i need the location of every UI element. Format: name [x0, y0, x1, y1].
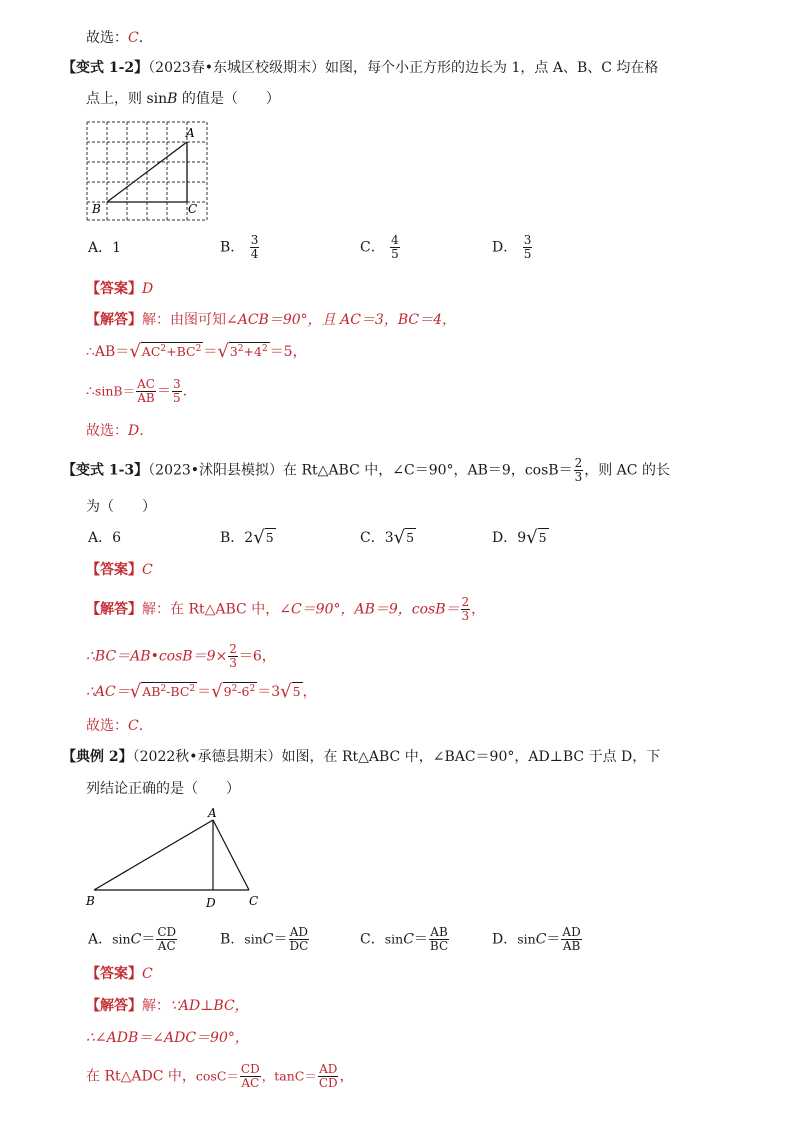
label-B: B: [86, 894, 95, 908]
radical: √ 5: [280, 681, 301, 702]
fraction: $\frac{3}{4}$: [250, 233, 259, 261]
option-a[interactable]: A．sinC＝ $\frac{CD}{AC}$: [88, 925, 177, 953]
option-c[interactable]: C．sinC＝ $\frac{AB}{BC}$: [360, 925, 449, 953]
question-1-3-stem: 【变式 1-3】（2023•沭阳县模拟）在 Rt△ABC 中，∠C＝90°，AB＝9，cosB＝ $\frac{2}{3}$ ，则 AC 的长: [62, 456, 670, 484]
option-c[interactable]: C． $\frac{4}{5}$: [360, 233, 399, 261]
fraction: $\frac{3}{5}$: [523, 233, 532, 261]
solution-1-3-line2: ∴BC＝AB•cosB＝9× $\frac{2}{3}$ ＝6，: [86, 642, 276, 670]
radical: √ $3^2+4^2$: [217, 341, 268, 362]
fraction: $\frac{AB}{BC}$: [429, 925, 449, 953]
label-A: A: [186, 126, 195, 140]
fraction: $\frac{AD}{AB}$: [562, 925, 581, 953]
answer-1-3: 【答案】C: [86, 562, 153, 578]
option-a[interactable]: A．6: [88, 530, 122, 546]
question-1-3-stem-line2: 为（ ）: [86, 499, 156, 515]
triangle-figure: [82, 804, 272, 912]
radical: √ 5: [253, 527, 274, 548]
solution-1-2-line1: 【解答】解：由图可知∠ACB＝90°，且 AC＝3，BC＝4，: [86, 312, 457, 328]
fraction: $\frac{4}{5}$: [391, 233, 399, 261]
solution-1-3-final: 故选：C.: [86, 718, 144, 734]
solution-1-2-line2: ∴AB＝ √ $AC^2+BC^2$ ＝ √ $3^2+4^2$ ＝5，: [86, 341, 307, 362]
solution-1-2-final: 故选：D.: [86, 423, 144, 439]
label-A: A: [208, 806, 217, 820]
option-b[interactable]: B． $\frac{3}{4}$: [220, 233, 259, 261]
solution-1-2-line3: ∴sinB＝ $\frac{AC}{AB}$ ＝ $\frac{3}{5}$ .: [86, 377, 188, 405]
option-b[interactable]: B．sinC＝ $\frac{AD}{DC}$: [220, 925, 309, 953]
solution-1-3-line3: ∴AC＝ √ $AB^2-BC^2$ ＝ √ $9^2-6^2$ ＝3 √ 5 ，: [86, 681, 317, 702]
fraction: $\frac{CD}{AC}$: [157, 925, 177, 953]
solution-1-3-line1: 【解答】解：在 Rt△ABC 中，∠C＝90°，AB＝9，cosB＝ $\frac{2}{3}$ ，: [86, 595, 486, 623]
fraction: $\frac{2}{3}$: [574, 456, 583, 484]
radical: √ $AC^2+BC^2$: [129, 341, 202, 362]
radical: √ 5: [393, 527, 415, 548]
grid-figure: [84, 118, 214, 224]
radical: √ 5: [526, 527, 547, 548]
question-1-2-stem: 【变式 1-2】（2023春•东城区校级期末）如图，每个小正方形的边长为 1，点 A、B、C 均在格: [62, 60, 659, 76]
answer-1-2: 【答案】D: [86, 281, 154, 297]
radical: √ $AB^2-BC^2$: [129, 681, 196, 702]
option-c[interactable]: C．3 √ 5: [360, 527, 415, 548]
fraction: $\frac{3}{5}$: [172, 377, 181, 405]
label-B: B: [92, 202, 101, 216]
question-1-2-stem-line2: 点上，则 sinB 的值是（ ）: [86, 91, 280, 107]
label-D: D: [206, 896, 216, 910]
fraction: $\frac{2}{3}$: [229, 642, 237, 670]
option-d[interactable]: D． $\frac{3}{5}$: [492, 233, 532, 261]
fraction: $\frac{2}{3}$: [461, 595, 470, 623]
label-C: C: [188, 202, 198, 216]
option-a[interactable]: A．1: [88, 240, 122, 256]
example-2-stem-line2: 列结论正确的是（ ）: [86, 781, 240, 797]
fraction: $\frac{AD}{DC}$: [289, 925, 309, 953]
final-choice-prev: 故选：C.: [86, 30, 144, 46]
option-d[interactable]: D．sinC＝ $\frac{AD}{AB}$: [492, 925, 581, 953]
label-C: C: [249, 894, 259, 908]
fraction: $\frac{AC}{AB}$: [137, 377, 155, 405]
fraction: $\frac{AD}{CD}$: [318, 1062, 338, 1090]
solution-ex2-line1: 【解答】解：∵AD⊥BC，: [86, 998, 249, 1014]
fraction: $\frac{CD}{AC}$: [240, 1062, 260, 1090]
example-2-stem: 【典例 2】（2022秋•承德县期末）如图，在 Rt△ABC 中，∠BAC＝90°，AD⊥BC 于点 D，下: [62, 749, 661, 765]
radical: √ $9^2-6^2$: [211, 681, 256, 702]
answer-example-2: 【答案】C: [86, 966, 153, 982]
option-b[interactable]: B．2 √ 5: [220, 527, 274, 548]
solution-ex2-line3: 在 Rt△ADC 中，cosC＝ $\frac{CD}{AC}$ ，tanC＝ $\frac{AD}{CD}$ ，: [86, 1062, 354, 1090]
solution-ex2-line2: ∴∠ADB＝∠ADC＝90°，: [86, 1030, 249, 1046]
option-d[interactable]: D．9 √ 5: [492, 527, 547, 548]
